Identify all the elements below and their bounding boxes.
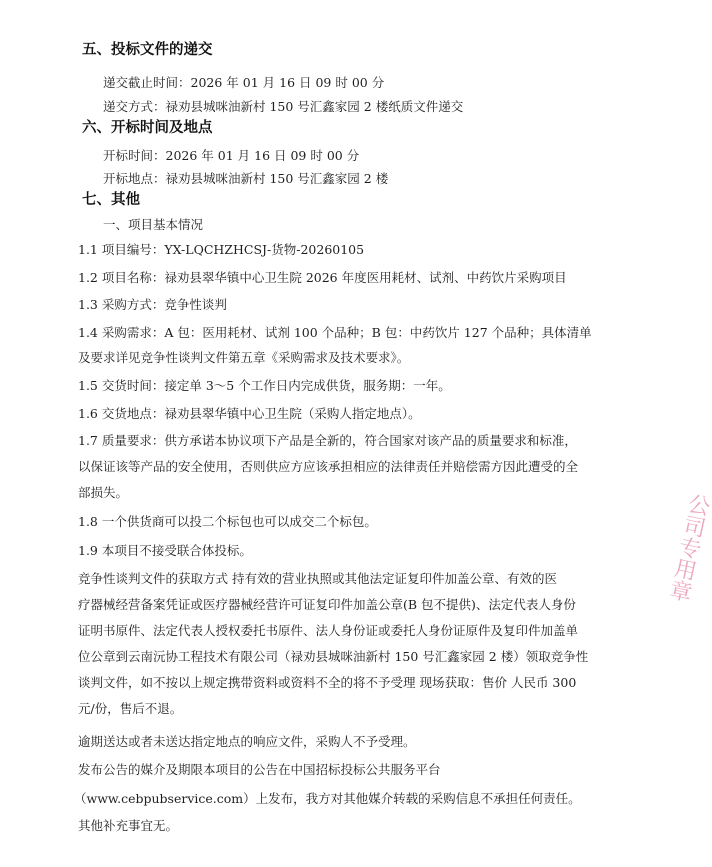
acquisition-line3: 证明书原件、法定代表人授权委托书原件、法人身份证或委托人身份证原件及复印件加盖单 xyxy=(78,623,579,638)
acquisition-line6: 元/份，售后不退。 xyxy=(78,701,183,716)
item-project-number: 1.1 项目编号：YX-LQCHZHCSJ-货物-20260105 xyxy=(78,242,365,257)
company-seal-stamp: 公司专用章 xyxy=(664,490,712,604)
acquisition-line2: 疗器械经营备案凭证或医疗器械经营许可证复印件加盖公章(B 包不提供)、法定代表人身份 xyxy=(78,597,576,612)
section-7-heading: 七、其他 xyxy=(82,192,140,208)
item-quality-line2: 以保证该等产品的安全使用，否则供应方应该承担相应的法律责任并赔偿需方因此遭受的全 xyxy=(78,459,579,474)
acquisition-line4: 位公章到云南沅协工程技术有限公司（禄劝县城咪油新村 150 号汇鑫家园 2 楼）领取竞争性 xyxy=(78,649,589,664)
item-lot-rule: 1.8 一个供货商可以投二个标包也可以成交二个标包。 xyxy=(78,514,377,529)
item-procurement-method: 1.3 采购方式：竞争性谈判 xyxy=(78,297,227,312)
item-delivery-time: 1.5 交货时间：接定单 3～5 个工作日内完成供货，服务期：一年。 xyxy=(78,378,451,393)
item-quality-line3: 部损失。 xyxy=(78,485,129,500)
submission-method: 递交方式：禄劝县城咪油新村 150 号汇鑫家园 2 楼纸质文件递交 xyxy=(103,99,464,114)
submission-deadline: 递交截止时间：2026 年 01 月 16 日 09 时 00 分 xyxy=(103,75,385,90)
item-quality-line1: 1.7 质量要求：供方承诺本协议项下产品是全新的，符合国家对该产品的质量要求和标准， xyxy=(78,433,577,448)
item-requirements-line2: 及要求详见竞争性谈判文件第五章《采购需求及技术要求》。 xyxy=(78,350,410,365)
publication-line1: 发布公告的媒介及期限本项目的公告在中国招标投标公共服务平台 xyxy=(78,762,441,777)
opening-time: 开标时间：2026 年 01 月 16 日 09 时 00 分 xyxy=(103,148,360,163)
acquisition-line1: 竞争性谈判文件的获取方式 持有效的营业执照或其他法定证复印件加盖公章、有效的医 xyxy=(78,571,557,586)
item-delivery-place: 1.6 交货地点：禄劝县翠华镇中心卫生院（采购人指定地点）。 xyxy=(78,406,421,421)
other-matters: 其他补充事宜无。 xyxy=(78,818,179,833)
publication-line2: （www.cebpubservice.com）上发布，我方对其他媒介转载的采购信息不承担任何责任。 xyxy=(74,791,581,806)
item-requirements-line1: 1.4 采购需求：A 包：医用耗材、试剂 100 个品种；B 包：中药饮片 127 个品种；具体清单 xyxy=(78,325,592,340)
item-project-name: 1.2 项目名称：禄劝县翠华镇中心卫生院 2026 年度医用耗材、试剂、中药饮片采购项目 xyxy=(78,270,567,285)
project-basic-info-heading: 一、项目基本情况 xyxy=(103,217,204,232)
section-6-heading: 六、开标时间及地点 xyxy=(82,120,213,136)
item-no-consortium: 1.9 本项目不接受联合体投标。 xyxy=(78,543,252,558)
acquisition-line5: 谈判文件，如不按以上规定携带资料或资料不全的将不予受理 现场获取：售价 人民币 300 xyxy=(78,675,577,690)
opening-place: 开标地点：禄劝县城咪油新村 150 号汇鑫家园 2 楼 xyxy=(103,171,389,186)
section-5-heading: 五、投标文件的递交 xyxy=(82,42,213,58)
late-submission-notice: 逾期送达或者未送达指定地点的响应文件，采购人不予受理。 xyxy=(78,734,416,749)
